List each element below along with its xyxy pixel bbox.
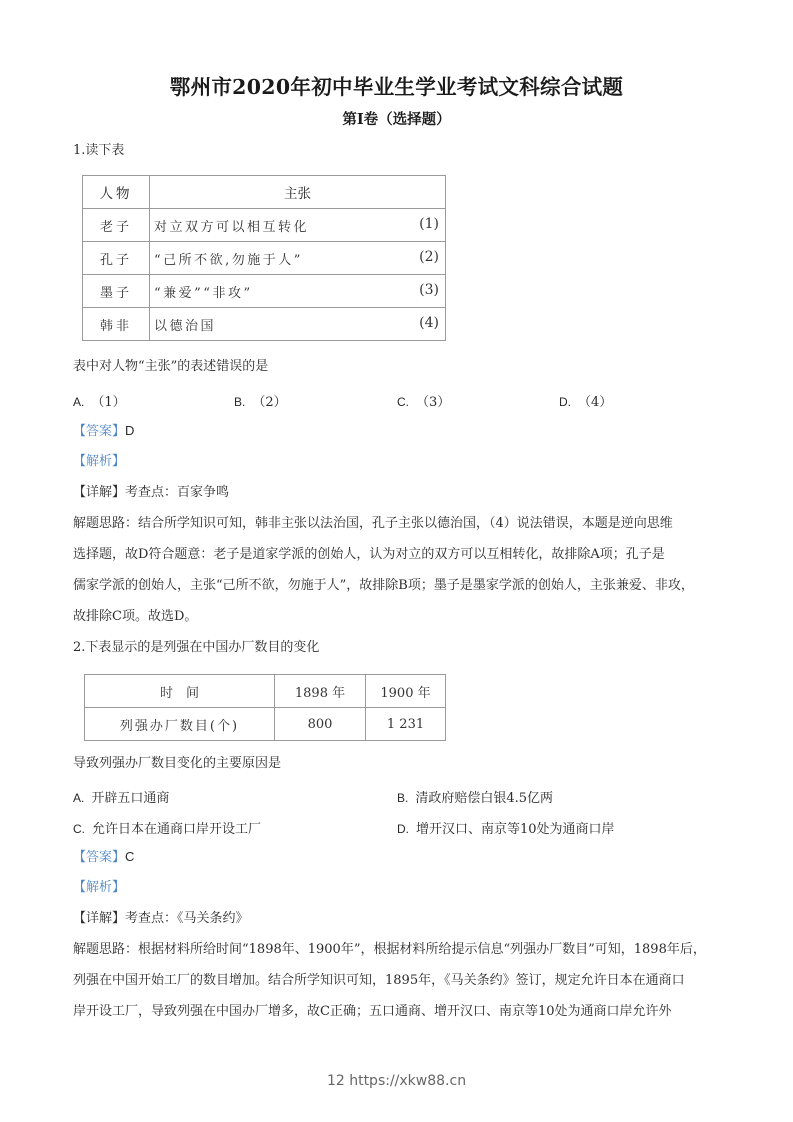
option-text: （1） <box>91 395 126 410</box>
q2-question: 导致列强办厂数目变化的主要原因是 <box>73 756 282 771</box>
q2-answer <box>73 849 134 866</box>
q1-answer <box>73 423 134 440</box>
option-text: （3） <box>416 395 451 410</box>
q2-table <box>84 674 446 741</box>
option-letter: D. <box>559 395 571 409</box>
table-header-person: 人物 <box>83 176 150 209</box>
option-letter: B. <box>397 791 409 805</box>
option-text: 允许日本在通商口岸开设工厂 <box>92 822 262 837</box>
value-cell-1900: 1 231 <box>366 708 446 741</box>
person-cell: 孔子 <box>83 242 150 275</box>
answer-label: 【答案】 <box>73 424 126 439</box>
q1-stem: 1.读下表 <box>73 143 125 158</box>
q1-analysis-label: 【解析】 <box>73 454 126 469</box>
detail-label: 【详解】 <box>73 485 126 500</box>
option-letter: D. <box>397 822 409 836</box>
detail-point: 考查点：《马关条约》 <box>125 911 249 926</box>
person-cell: 老子 <box>83 209 150 242</box>
q1-explanation-line: 选择题，故D符合题意：老子是道家学派的创始人，认为对立的双方可以互相转化，故排除A项；孔子是 <box>73 547 665 562</box>
option-text: 增开汉口、南京等10处为通商口岸 <box>416 822 615 837</box>
table-row <box>83 308 446 341</box>
table-header-1900: 1900 年 <box>366 675 446 708</box>
table-header-row <box>85 675 446 708</box>
option-text: 开辟五口通商 <box>91 791 170 806</box>
page-footer: 12 https://xkw88.cn <box>326 1073 467 1089</box>
claim-text: 以德治国 <box>154 318 217 334</box>
table-row <box>83 275 446 308</box>
person-cell: 韩非 <box>83 308 150 341</box>
option-text: 清政府赔偿白银4.5亿两 <box>415 791 554 806</box>
claim-cell <box>150 242 446 275</box>
row-label-cell: 列强办厂数目(个) <box>85 708 275 741</box>
claim-cell <box>150 308 446 341</box>
detail-label: 【详解】 <box>73 911 126 926</box>
q1-table <box>82 175 446 341</box>
q2-explanation-line: 解题思路：根据材料所给时间“1898年、1900年”，根据材料所给提示信息“列强办厂数目”可知，1898年后， <box>73 942 706 957</box>
option-letter: A. <box>73 395 85 409</box>
claim-text: 对立双方可以相互转化 <box>154 219 310 235</box>
table-row <box>83 209 446 242</box>
q2-option-b[interactable] <box>397 787 553 806</box>
option-letter: A. <box>73 791 85 805</box>
option-letter: C. <box>397 395 409 409</box>
claim-cell <box>150 275 446 308</box>
q1-option-d[interactable] <box>559 391 612 410</box>
q1-option-a[interactable] <box>73 391 126 410</box>
table-header-1898: 1898 年 <box>275 675 366 708</box>
table-header-time: 时 间 <box>85 675 275 708</box>
answer-value: D <box>125 423 135 438</box>
document-title: 鄂州市2020年初中毕业生学业考试文科综合试题 <box>169 75 624 99</box>
q2-option-c[interactable] <box>73 818 261 837</box>
section-subtitle: 第Ⅰ卷（选择题） <box>342 111 451 128</box>
value-cell-1898: 800 <box>275 708 366 741</box>
q1-detail <box>73 485 229 501</box>
detail-point: 考查点：百家争鸣 <box>125 485 230 500</box>
claim-text: “己所不欲,勿施于人” <box>154 252 303 268</box>
q1-explanation-line: 故排除C项。故选D。 <box>73 609 198 624</box>
answer-value: C <box>125 849 135 864</box>
option-text: （4） <box>578 395 613 410</box>
answer-label: 【答案】 <box>73 850 126 865</box>
claim-number: (4) <box>419 315 439 331</box>
table-row <box>85 708 446 741</box>
q2-option-d[interactable] <box>397 818 615 837</box>
q1-explanation-line: 解题思路：结合所学知识可知，韩非主张以法治国，孔子主张以德治国，（4）说法错误，本题是逆向思维 <box>73 516 673 531</box>
q2-stem: 2.下表显示的是列强在中国办厂数目的变化 <box>73 640 320 655</box>
q1-option-b[interactable] <box>234 391 287 410</box>
option-letter: B. <box>234 395 246 409</box>
q1-explanation-line: 儒家学派的创始人，主张“己所不欲，勿施于人”，故排除B项；墨子是墨家学派的创始人，主张兼爱、非攻， <box>73 578 694 593</box>
q1-question: 表中对人物“主张”的表述错误的是 <box>73 359 269 374</box>
claim-text: “兼爱”“非攻” <box>154 285 253 301</box>
option-text: （2） <box>252 395 287 410</box>
claim-number: (3) <box>419 282 439 298</box>
claim-number: (1) <box>419 216 439 232</box>
table-header-claim: 主张 <box>150 176 446 209</box>
q2-explanation-line: 列强在中国开始工厂的数目增加。结合所学知识可知，1895年，《马关条约》签订，规定允许日本在通商口 <box>73 973 685 988</box>
option-letter: C. <box>73 822 85 836</box>
claim-cell <box>150 209 446 242</box>
q2-option-a[interactable] <box>73 787 169 806</box>
q1-option-c[interactable] <box>397 391 450 410</box>
table-row <box>83 242 446 275</box>
q2-detail <box>73 911 249 927</box>
q2-analysis-label: 【解析】 <box>73 880 126 895</box>
claim-number: (2) <box>419 249 439 265</box>
q2-explanation-line: 岸开设工厂，导致列强在中国办厂增多，故C正确；五口通商、增开汉口、南京等10处为通商口岸允许外 <box>73 1004 672 1019</box>
person-cell: 墨子 <box>83 275 150 308</box>
table-header-row <box>83 176 446 209</box>
